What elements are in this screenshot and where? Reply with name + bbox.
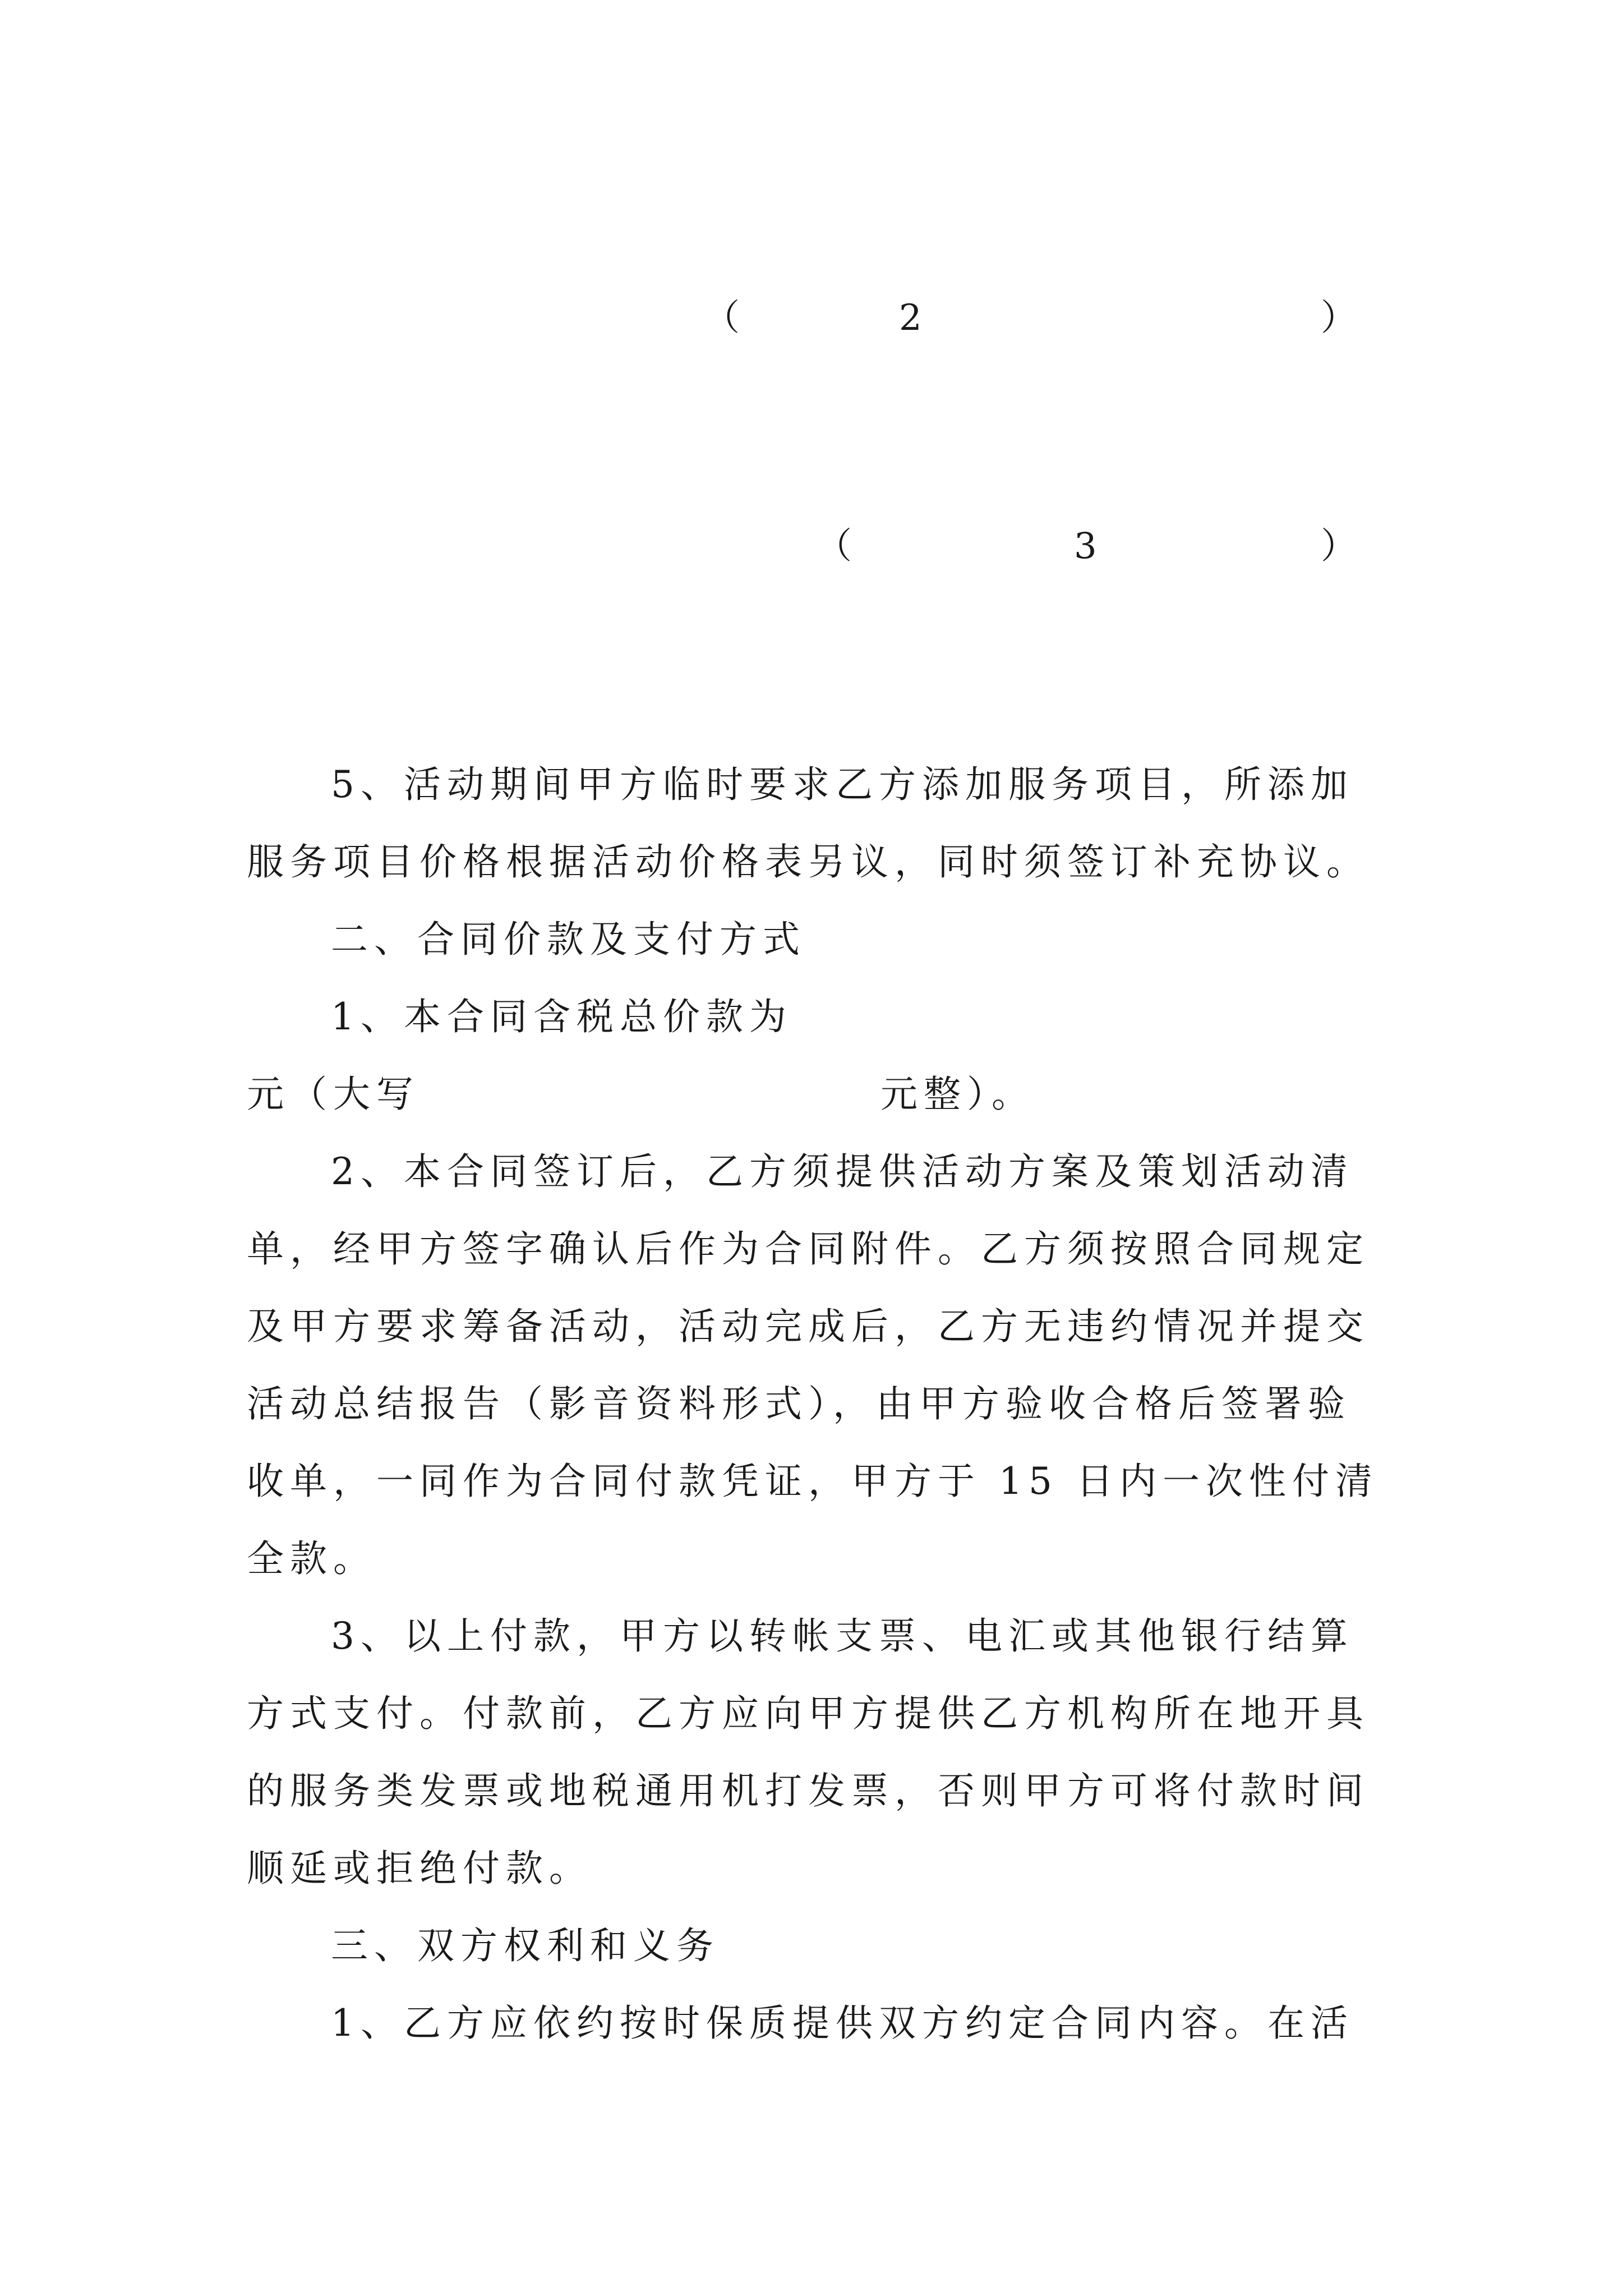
paragraph-line: 5、活动期间甲方临时要求乙方添加服务项目，所添加 [331, 763, 1354, 806]
placeholder-2-open-paren: （ [704, 297, 740, 339]
paragraph-line: 1、本合同含税总价款为 [331, 995, 792, 1038]
paragraph-line: 的服务类发票或地税通用机打发票，否则甲方可将付款时间 [247, 1769, 1370, 1812]
placeholder-2-close-paren: ） [1321, 297, 1357, 339]
paragraph-line: 单，经甲方签字确认后作为合同附件。乙方须按照合同规定 [247, 1227, 1370, 1271]
paragraph-line: 顺延或拒绝付款。 [247, 1847, 592, 1890]
paragraph-line-amount [247, 1056, 1380, 1133]
paragraph-line: 服务项目价格根据活动价格表另议，同时须签订补充协议。 [247, 840, 1370, 884]
paragraph-line: 1、乙方应依约按时保质提供双方约定合同内容。在活 [331, 2001, 1354, 2045]
placeholder-3-close-paren: ） [1321, 526, 1357, 567]
placeholder-3-number: 3 [1074, 526, 1097, 567]
paragraph-line: 活动总结报告（影音资料形式），由甲方验收合格后签署验 [247, 1382, 1351, 1425]
paragraph-line: 方式支付。付款前，乙方应向甲方提供乙方机构所在地开具 [247, 1692, 1370, 1735]
amount-suffix: 元整）。 [880, 1073, 1035, 1116]
placeholder-3-open-paren: （ [816, 526, 852, 567]
paragraph-line: 收单，一同作为合同付款凭证，甲方于 15 日内一次性付清 [247, 1460, 1378, 1503]
paragraph-line: 全款。 [247, 1537, 376, 1580]
section-heading: 三、双方权利和义务 [331, 1924, 720, 1967]
paragraph-line: 及甲方要求筹备活动，活动完成后，乙方无违约情况并提交 [247, 1305, 1370, 1348]
paragraph-line: 2、本合同签订后，乙方须提供活动方案及策划活动清 [331, 1150, 1354, 1193]
contract-body [247, 746, 1380, 2062]
paragraph-line: 3、以上付款，甲方以转帐支票、电汇或其他银行结算 [331, 1614, 1354, 1658]
section-heading: 二、合同价款及支付方式 [331, 918, 806, 961]
placeholder-2-number: 2 [899, 297, 922, 339]
amount-prefix: 元（大写 [247, 1073, 419, 1116]
